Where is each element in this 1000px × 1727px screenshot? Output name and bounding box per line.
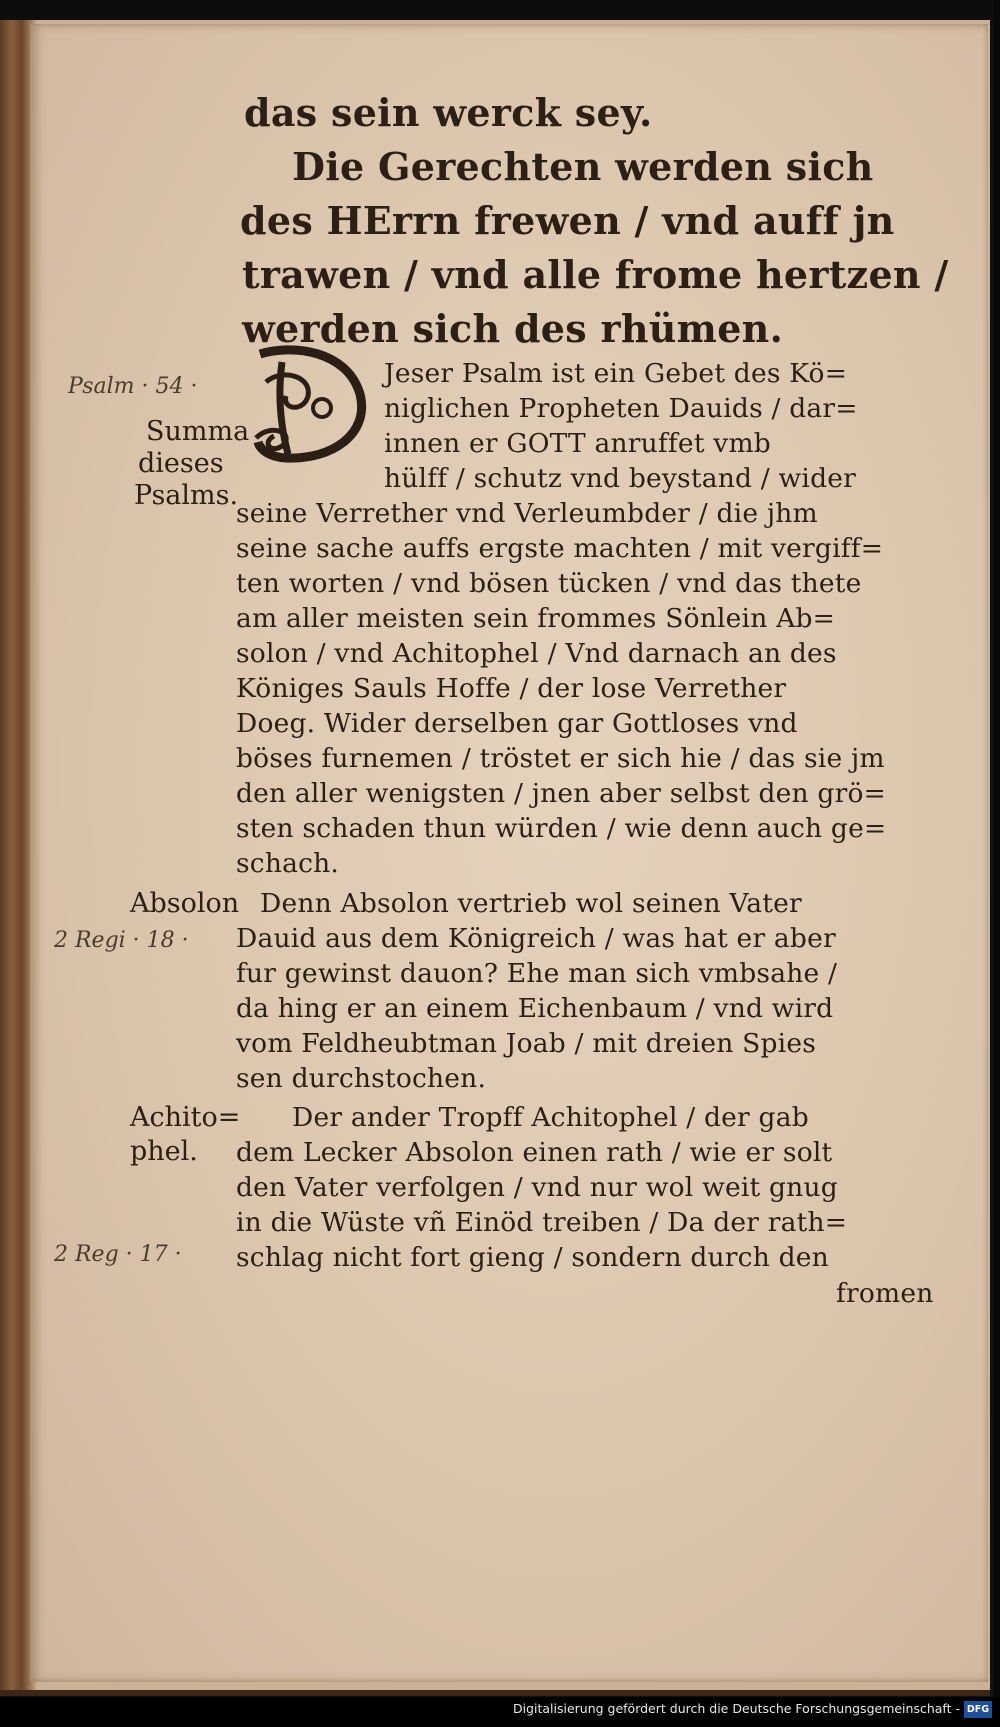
body-line: am aller meisten sein frommes Sönlein Ab= [236,603,836,634]
footer-credit-text: Digitalisierung gefördert durch die Deutsche Forschungsgemeinschaft - [512,1701,960,1716]
heading-line: Die Gerechten werden sich [292,144,874,189]
margin-summa-label: dieses [138,448,224,479]
body-line: Denn Absolon vertrieb wol seinen Vater [260,888,802,919]
margin-psalm-reference: Psalm · 54 · [68,374,198,399]
body-line: böses furnemen / tröstet er sich hie / das sie jm [236,743,885,774]
body-line: fromen [836,1278,934,1309]
body-line: seine Verrether vnd Verleumbder / die jhm [236,498,818,529]
text-block [30,24,988,1682]
heading-line: werden sich des rhümen. [242,306,784,351]
body-line: dem Lecker Absolon einen rath / wie er solt [236,1137,833,1168]
heading-line: trawen / vnd alle frome hertzen / [242,252,949,297]
scan-right-edge [994,0,1000,1727]
margin-achitophel: Achito= [130,1102,241,1133]
margin-summa-label: Psalms. [134,480,239,511]
book-page [30,24,988,1682]
margin-achitophel: phel. [130,1136,198,1167]
body-line: seine sache auffs ergste machten / mit vergiff= [236,533,884,564]
margin-reference-2reg17: 2 Reg · 17 · [54,1242,182,1267]
body-line: den Vater verfolgen / vnd nur wol weit gnug [236,1172,838,1203]
margin-summa-label: Summa [146,416,250,447]
body-line: in die Wüste vñ Einöd treiben / Da der rath= [236,1207,848,1238]
decorated-initial-d [252,342,372,466]
scan-top-edge [0,0,1000,22]
margin-absolon: Absolon [130,888,240,919]
body-line: Dauid aus dem Königreich / was hat er aber [236,923,836,954]
body-line: fur gewinst dauon? Ehe man sich vmbsahe / [236,958,838,989]
body-line: sen durchstochen. [236,1063,487,1094]
body-line: sten schaden thun würden / wie denn auch ge= [236,813,887,844]
body-line: solon / vnd Achitophel / Vnd darnach an des [236,638,837,669]
heading-line: das sein werck sey. [244,90,653,135]
digitization-footer [0,1697,1000,1727]
body-line: niglichen Propheten Dauids / dar= [384,393,858,424]
margin-reference-2reg18: 2 Regi · 18 · [54,928,189,953]
body-line: innen er GOTT anruffet vmb [384,428,771,459]
dfg-logo-badge: DFG [964,1701,992,1718]
body-line: da hing er an einem Eichenbaum / vnd wird [236,993,834,1024]
body-line: vom Feldheubtman Joab / mit dreien Spies [236,1028,817,1059]
body-line: ten worten / vnd bösen tücken / vnd das thete [236,568,862,599]
body-line: schach. [236,848,340,879]
body-line: schlag nicht fort gieng / sondern durch den [236,1242,829,1273]
body-line: Der ander Tropff Achitophel / der gab [292,1102,809,1133]
heading-line: des HErrn frewen / vnd auff jn [240,198,895,243]
initial-letter: D [312,422,313,423]
body-line: Königes Sauls Hoffe / der lose Verrether [236,673,787,704]
body-line: hülff / schutz vnd beystand / wider [384,463,856,494]
body-line: Doeg. Wider derselben gar Gottloses vnd [236,708,798,739]
body-line: Jeser Psalm ist ein Gebet des Kö= [384,358,848,389]
body-line: den aller wenigsten / jnen aber selbst den grö= [236,778,887,809]
